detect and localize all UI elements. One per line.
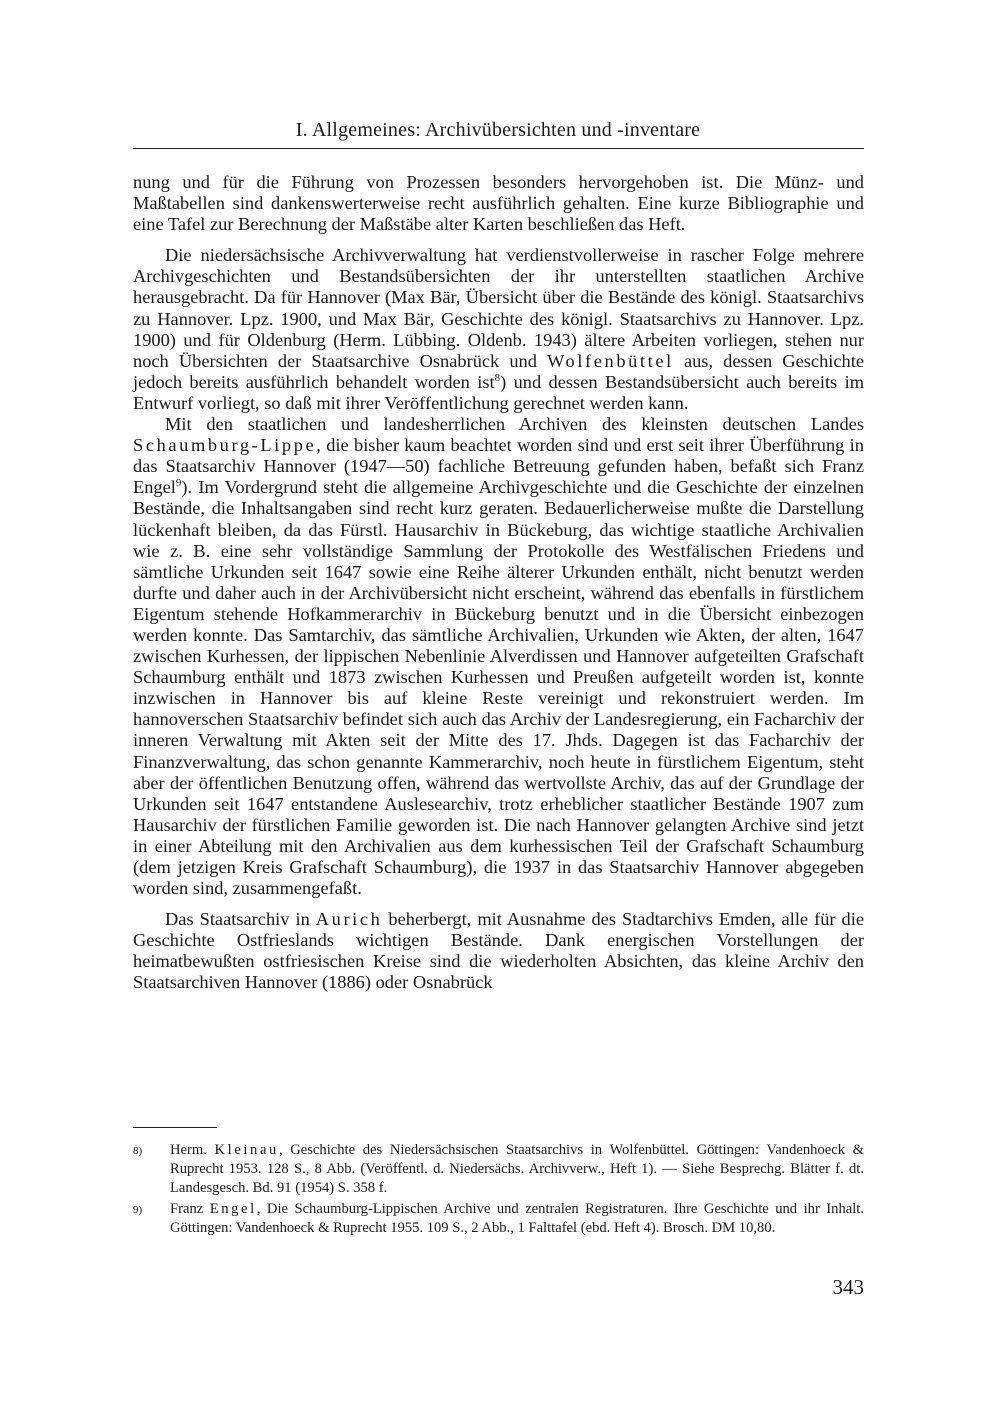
- footnote-ref-9: 9: [175, 477, 182, 490]
- footnote-spaced-author: Kleinau: [214, 1142, 279, 1158]
- paragraph-4-text-b: beherbergt, mit Ausnahme des Stadtarchivs Emden, alle für die Geschichte Ostfrieslands wichtigen Bestände. Dank energischen Vorstellungen der heimatbewußten ostfriesischen Kreise sind die wiederholten Absichten, das kleine Archiv den Staatsarchiven Hannover (1886) oder Osnabrück: [133, 909, 864, 993]
- footnote-ref-8: 8: [494, 371, 501, 384]
- spaced-name-aurich: Aurich: [315, 909, 383, 930]
- running-head: I. Allgemeines: Archivübersichten und -inventare: [295, 119, 701, 141]
- footnotes: [133, 1141, 864, 1240]
- footnote-text-pre: Herm.: [170, 1142, 215, 1158]
- spaced-name-schaumburg-lippe: Schaumburg-Lippe: [133, 435, 317, 456]
- footnote-spaced-author: Engel: [209, 1201, 257, 1217]
- paragraph-3: [133, 414, 864, 899]
- paragraph-1: nung und für die Führung von Prozessen besonders hervorgehoben ist. Die Münz- und Maßtabellen sind dankenswerterweise recht ausführlich gehalten. Eine kurze Bibliographie und eine Tafel zur Berechnung der Maßstäbe alter Karten beschließen das Heft.: [133, 172, 864, 235]
- footnote-text: [170, 1141, 864, 1198]
- paragraph-2-text-b: aus, dessen Geschichte jedoch bereits ausführlich behandelt worden ist: [133, 350, 865, 392]
- header-rule: [133, 148, 864, 149]
- body-text: [133, 172, 864, 994]
- footnote-marker: 9): [133, 1204, 143, 1216]
- paragraph-2: [133, 245, 864, 414]
- paragraph-4-text-a: Das Staatsarchiv in: [165, 909, 316, 930]
- paragraph-2-text-c: ) und dessen Bestandsübersicht auch bereits im Entwurf vorliegt, so daß mit ihrer Veröffentlichung gerechnet werden kann.: [133, 371, 864, 413]
- paragraph-3-text-a: Mit den staatlichen und landesherrlichen Archiven des kleinsten deutschen Landes: [165, 414, 864, 435]
- spaced-name-wolfenbuettel: Wolfenbüttel: [547, 350, 674, 371]
- paragraph-2-text-a: Die niedersächsische Archivverwaltung hat verdienstvollerweise in rascher Folge mehrere Archivgeschichten und Bestandsübersichten der ihr unterstellten staatlichen Archive herausgebracht. Da für Hannover (Max Bär, Übersicht über die Bestände des königl. Staatsarchivs zu Hannover. Lpz. 1900, und Max Bär, Geschichte des königl. Staatsarchivs zu Hannover. Lpz. 1900) und für Oldenburg (Herm. Lübbing. Oldenb. 1943) ältere Arbeiten vorliegen, stehen nur noch Übersichten der Staatsarchive Osnabrück und: [133, 245, 864, 371]
- footnote-8: [133, 1141, 864, 1198]
- footnote-marker: 8): [133, 1145, 143, 1157]
- footnote-text: [170, 1200, 864, 1238]
- paragraph-4: [133, 909, 864, 993]
- footnote-rule: [133, 1127, 217, 1128]
- footnote-text-body: , Die Schaumburg-Lippischen Archive und zentralen Registraturen. Ihre Geschichte und ihr Inhalt. Göttingen: Vandenhoeck & Ruprecht 1955. 109 S., 2 Abb., 1 Falttafel (ebd. Heft 4). Brosch. DM 10,80.: [170, 1201, 864, 1236]
- page-number: 343: [832, 1275, 864, 1299]
- footnote-text-pre: Franz: [170, 1201, 210, 1217]
- paragraph-3-text-c: ). Im Vordergrund steht die allgemeine Archivgeschichte und die Geschichte der einzelnen Bestände, die Inhaltsangaben sind recht kurz geraten. Bedauerlicherweise mußte die Darstellung lückenhaft bleiben, da das Fürstl. Hausarchiv in Bückeburg, das wichtige staatliche Archivalien wie z. B. eine sehr vollständige Sammlung der Protokolle des Westfälischen Friedens und sämtliche Urkunden seit 1647 sowie eine Reihe älterer Urkunden enthält, nicht benutzt werden durfte und daher auch in der Archivübersicht nicht erscheint, während das ebenfalls in fürstlichem Eigentum stehende Hofkammerarchiv in Bückeburg benutzt und in die Übersicht einbezogen werden konnte. Das Samtarchiv, das sämtliche Archivalien, Urkunden wie Akten, der alten, 1647 zwischen Kurhessen, der lippischen Nebenlinie Alverdissen und Hannover aufgeteilten Grafschaft Schaumburg enthält und 1873 zwischen Kurhessen und Preußen aufgeteilt worden ist, konnte inzwischen in Hannover bis auf kleine Reste vereinigt und rekonstruiert werden. Im hannoverschen Staatsarchiv befindet sich auch das Archiv der Landesregierung, ein Facharchiv der inneren Verwaltung mit Akten seit der Mitte des 17. Jhds. Dagegen ist das Facharchiv der Finanzverwaltung, das schon genannte Kammerarchiv, noch heute in fürstlichem Eigentum, steht aber der öffentlichen Benutzung offen, während das wertvollste Archiv, das auf der Grundlage der Urkunden seit 1647 entstandene Auslesearchiv, trotz erheblicher staatlicher Bestände 1907 zum Hausarchiv der fürstlichen Familie geworden ist. Die nach Hannover gelangten Archive sind jetzt in einer Abteilung mit den Archivalien aus dem kurhessischen Teil der Grafschaft Schaumburg (dem jetzigen Kreis Grafschaft Schaumburg), die 1937 in das Staatsarchiv Hannover abgegeben worden sind, zusammengefaßt.: [133, 477, 864, 899]
- footnote-text-body: , Geschichte des Niedersächsischen Staatsarchivs in Wolfenbüttel. Göttingen: Vandenhoeck & Ruprecht 1953. 128 S., 8 Abb. (Veröffentl. d. Niedersächs. Archivverw., Heft 1). — Siehe Besprechg. Blätter f. dt. Landesgesch. Bd. 91 (1954) S. 358 f.: [170, 1142, 864, 1196]
- paragraph-3-text-b: , die bisher kaum beachtet worden sind und erst seit ihrer Überführung in das Staatsarchiv Hannover (1947—50) fachliche Betreuung gefunden haben, befaßt sich Franz Engel: [133, 435, 864, 498]
- footnote-9: [133, 1200, 864, 1238]
